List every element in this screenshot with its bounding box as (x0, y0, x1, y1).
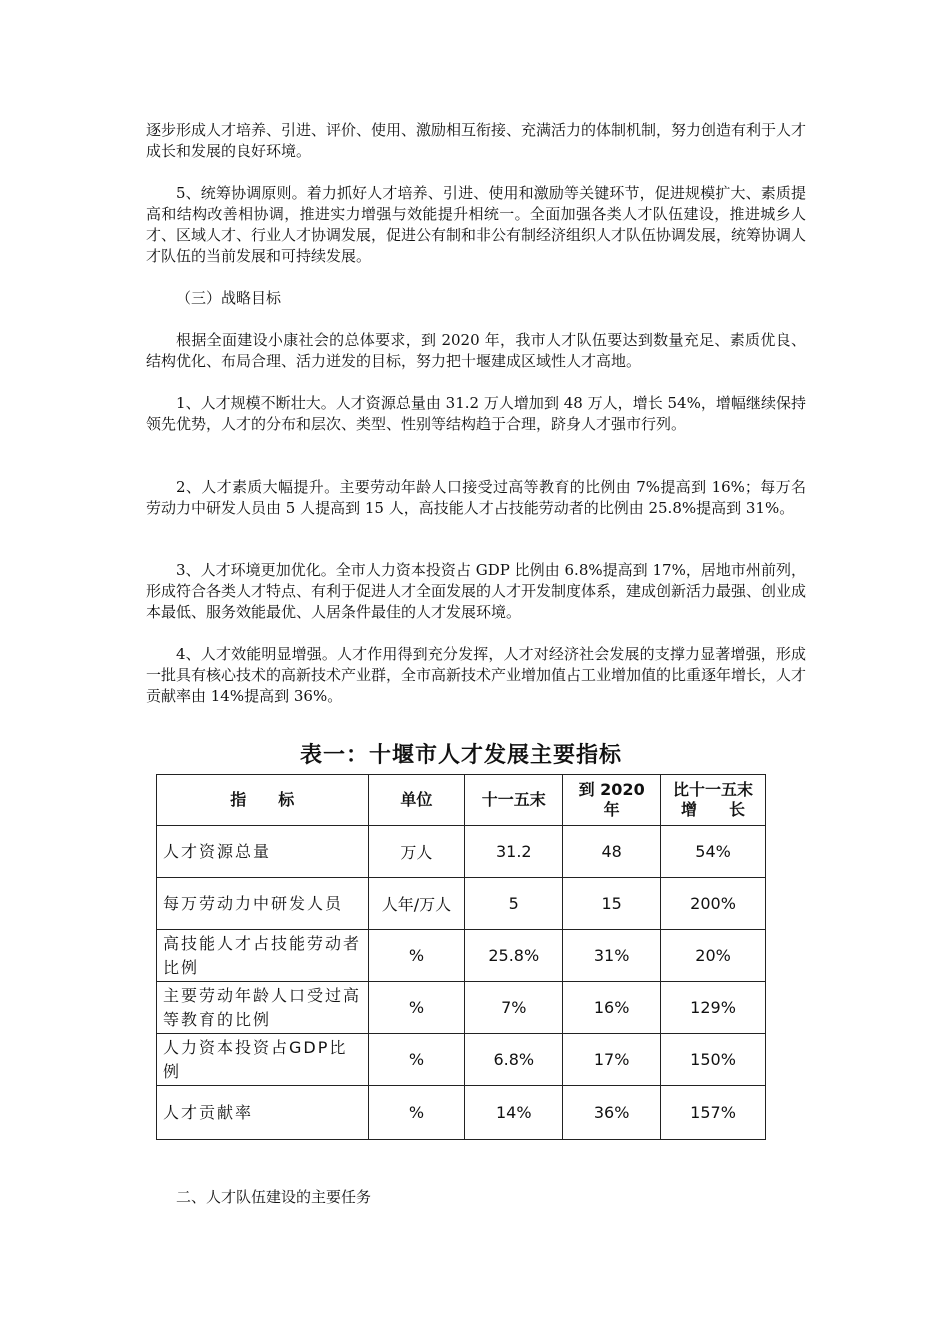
indicators-table (156, 774, 766, 1140)
table-row (157, 930, 766, 982)
section-heading-main-tasks: 二、人才队伍建设的主要任务 (176, 1188, 372, 1206)
row-label: 高技能人才占技能劳动者比例 (157, 930, 369, 982)
row-value-2020: 36% (563, 1086, 661, 1140)
row-value-2020: 15 (563, 878, 661, 930)
paragraph-goal-3: 3、人才环境更加优化。全市人力资本投资占 GDP 比例由 6.8%提高到 17%，居地市州前列，形成符合各类人才特点、有利于促进人才全面发展的人才开发制度体系，建成创新活力最强、创业成本最低、服务效能最优、人居条件最佳的人才发展环境。 (146, 561, 807, 621)
row-label: 每万劳动力中研发人员 (157, 878, 369, 930)
heading-strategic-goals: （三）战略目标 (176, 289, 282, 307)
row-growth: 200% (661, 878, 766, 930)
table-row (157, 826, 766, 878)
row-label: 人才资源总量 (157, 826, 369, 878)
row-unit: 万人 (368, 826, 465, 878)
row-growth: 157% (661, 1086, 766, 1140)
row-unit: % (368, 982, 465, 1034)
header-unit: 单位 (368, 775, 465, 826)
row-value-2020: 31% (563, 930, 661, 982)
table-row (157, 1034, 766, 1086)
row-unit: % (368, 930, 465, 982)
row-label: 人力资本投资占GDP比例 (157, 1034, 369, 1086)
row-value-115: 6.8% (465, 1034, 563, 1086)
header-end-of-11th-plan: 十一五末 (465, 775, 563, 826)
header-growth (661, 775, 766, 826)
table-row (157, 982, 766, 1034)
paragraph-goal-4: 4、人才效能明显增强。人才作用得到充分发挥，人才对经济社会发展的支撑力显著增强，形成一批具有核心技术的高新技术产业群，全市高新技术产业增加值占工业增加值的比重逐年增长，人才贡献率由 14%提高到 36%。 (146, 645, 807, 705)
row-label: 人才贡献率 (157, 1086, 369, 1140)
table-row (157, 878, 766, 930)
paragraph-goal-1: 1、人才规模不断壮大。人才资源总量由 31.2 万人增加到 48 万人，增长 54%，增幅继续保持领先优势，人才的分布和层次、类型、性别等结构趋于合理，跻身人才强市行列。 (146, 394, 806, 433)
row-label: 主要劳动年龄人口受过高等教育的比例 (157, 982, 369, 1034)
header-growth-line1: 比十一五末 (673, 780, 754, 799)
row-value-2020: 17% (563, 1034, 661, 1086)
table-row (157, 1086, 766, 1140)
row-growth: 129% (661, 982, 766, 1034)
row-value-115: 7% (465, 982, 563, 1034)
row-growth: 54% (661, 826, 766, 878)
row-growth: 20% (661, 930, 766, 982)
row-value-115: 25.8% (465, 930, 563, 982)
row-value-115: 5 (465, 878, 563, 930)
row-value-2020: 16% (563, 982, 661, 1034)
row-value-115: 31.2 (465, 826, 563, 878)
paragraph-principle-5: 5、统筹协调原则。着力抓好人才培养、引进、使用和激励等关键环节，促进规模扩大、素质提高和结构改善相协调，推进实力增强与效能提升相统一。全面加强各类人才队伍建设，推进城乡人才、区域人才、行业人才协调发展，促进公有制和非公有制经济组织人才队伍协调发展，统筹协调人才队伍的当前发展和可持续发展。 (146, 184, 807, 265)
row-value-115: 14% (465, 1086, 563, 1140)
paragraph-goal-2: 2、人才素质大幅提升。主要劳动年龄人口接受过高等教育的比例由 7%提高到 16%；每万名劳动力中研发人员由 5 人提高到 15 人，高技能人才占技能劳动者的比例由 25.8%提高到 31%。 (146, 478, 806, 517)
row-unit: % (368, 1086, 465, 1140)
row-unit: % (368, 1034, 465, 1086)
row-value-2020: 48 (563, 826, 661, 878)
row-growth: 150% (661, 1034, 766, 1086)
table-header-row (157, 775, 766, 826)
header-growth-line2: 增 长 (681, 800, 746, 819)
table-title: 表一：十堰市人才发展主要指标 (299, 743, 622, 768)
row-unit: 人年/万人 (368, 878, 465, 930)
paragraph-goals-intro: 根据全面建设小康社会的总体要求，到 2020 年，我市人才队伍要达到数量充足、素质优良、结构优化、布局合理、活力迸发的目标，努力把十堰建成区域性人才高地。 (146, 331, 806, 370)
paragraph-continuation: 逐步形成人才培养、引进、评价、使用、激励相互衔接、充满活力的体制机制，努力创造有利于人才成长和发展的良好环境。 (146, 121, 807, 160)
header-to-2020: 到 2020 年 (563, 775, 661, 826)
header-indicator: 指 标 (157, 775, 369, 826)
